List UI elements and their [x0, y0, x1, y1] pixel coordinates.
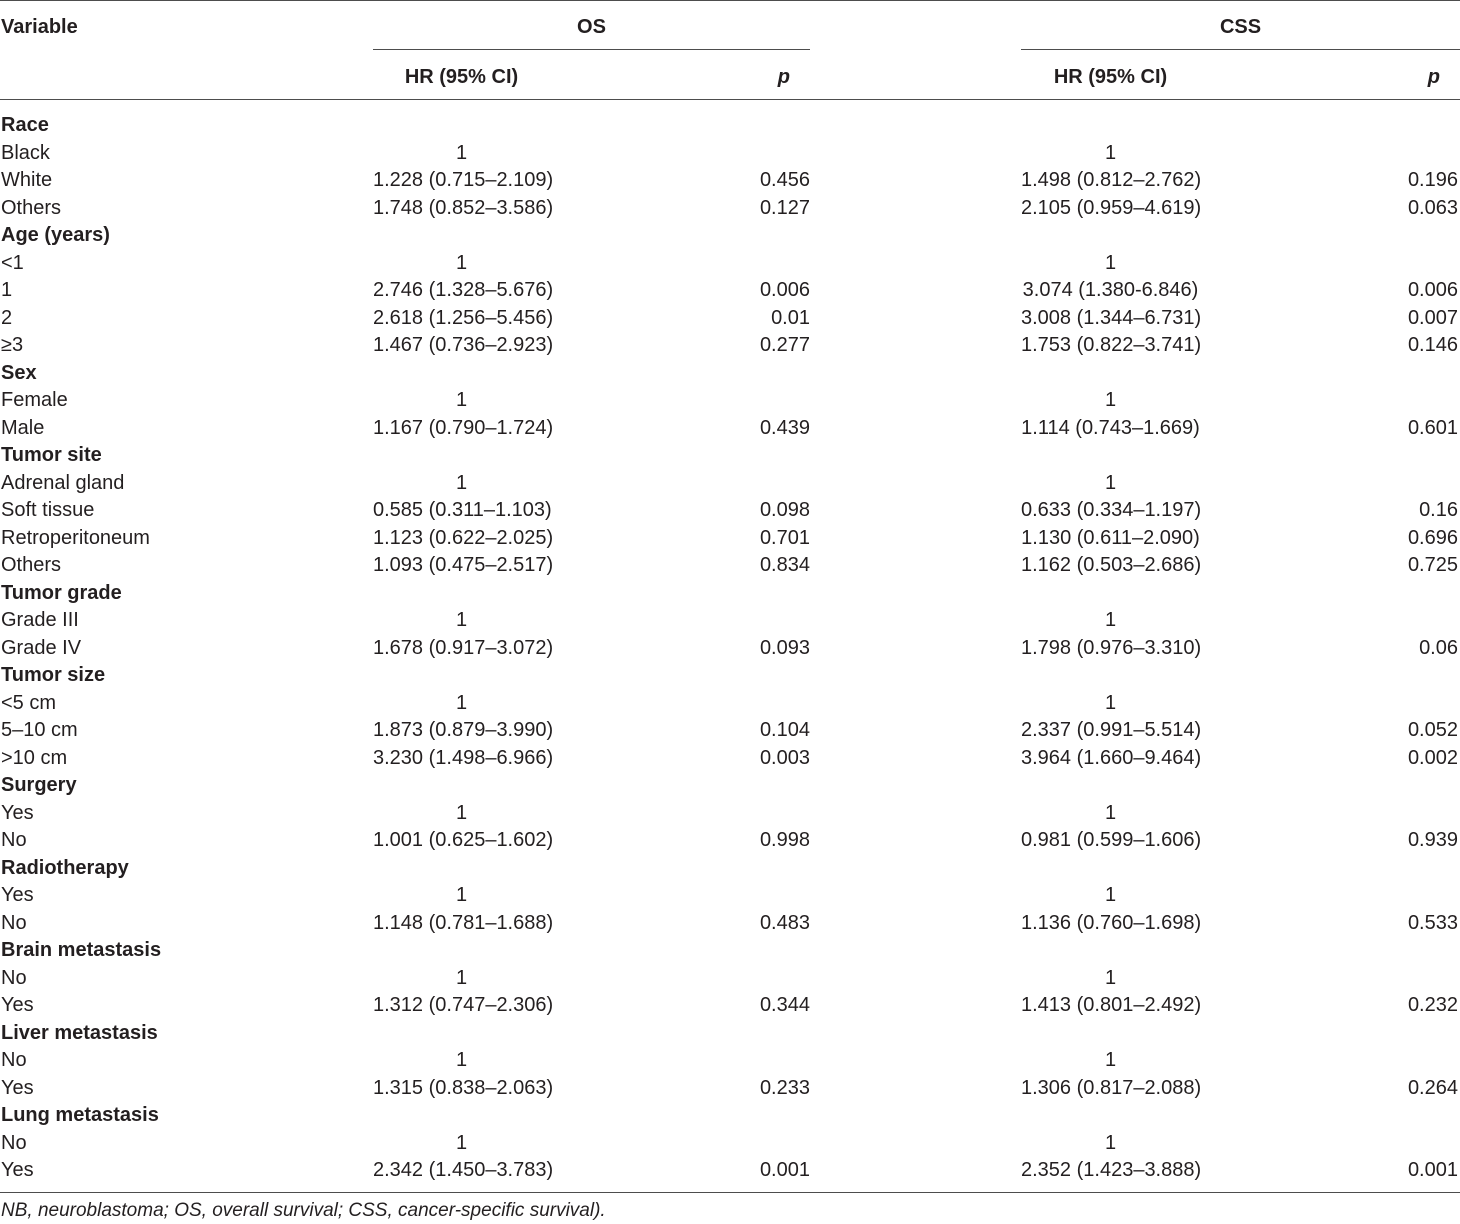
css-hr-cell: 1.162 (0.503–2.686): [1021, 554, 1202, 576]
css-hr-cell: 3.964 (1.660–9.464): [1021, 746, 1202, 769]
css-hr-cell: 1: [1104, 389, 1117, 411]
variable-cell: >10 cm: [1, 746, 68, 769]
table-row: [0, 1157, 1460, 1185]
css-hr-cell: 1: [1104, 691, 1117, 714]
os-p-cell: 0.006: [759, 279, 810, 301]
variable-cell: Female: [1, 389, 68, 411]
os-hr-cell: 1.312 (0.747–2.306): [373, 994, 554, 1016]
variable-cell: Race: [1, 114, 49, 136]
os-p-cell: 0.439: [759, 416, 810, 439]
variable-cell: Retroperitoneum: [1, 526, 150, 549]
header-css-p: p: [1427, 66, 1440, 88]
variable-cell: White: [1, 169, 53, 191]
section-header-row: [0, 855, 1460, 883]
css-header-rule: [1021, 49, 1460, 50]
variable-cell: Sex: [1, 361, 37, 384]
os-hr-cell: 1.123 (0.622–2.025): [373, 526, 554, 549]
variable-cell: Others: [1, 554, 62, 576]
variable-cell: Soft tissue: [1, 499, 95, 521]
os-hr-cell: 1: [455, 471, 468, 494]
css-p-cell: 0.052: [1407, 719, 1458, 741]
table-row: [0, 882, 1460, 910]
os-p-cell: 0.277: [759, 334, 810, 356]
os-hr-cell: 3.230 (1.498–6.966): [373, 746, 554, 769]
table-row: [0, 1075, 1460, 1103]
variable-cell: Adrenal gland: [1, 471, 125, 494]
table-row: [0, 992, 1460, 1020]
header-css-hr: HR (95% CI): [1053, 66, 1168, 88]
table-top-rule: [0, 0, 1460, 1]
css-p-cell: 0.696: [1407, 526, 1458, 549]
variable-cell: Age (years): [1, 224, 110, 246]
os-p-cell: 0.701: [759, 526, 810, 549]
variable-cell: 5–10 cm: [1, 719, 78, 741]
css-hr-cell: 1.413 (0.801–2.492): [1021, 994, 1202, 1016]
variable-cell: No: [1, 1049, 27, 1071]
os-hr-cell: 1: [455, 1131, 468, 1154]
css-hr-cell: 1.753 (0.822–3.741): [1021, 334, 1202, 356]
table-row: [0, 305, 1460, 333]
css-hr-cell: 1: [1104, 966, 1117, 989]
os-hr-cell: 1: [455, 801, 468, 824]
css-hr-cell: 1.498 (0.812–2.762): [1021, 169, 1202, 191]
variable-cell: 1: [1, 279, 13, 301]
variable-cell: ≥3: [1, 334, 24, 356]
os-hr-cell: 1.148 (0.781–1.688): [373, 911, 554, 934]
table-row: [0, 497, 1460, 525]
os-hr-cell: 1: [455, 141, 468, 164]
table-row: [0, 140, 1460, 168]
os-hr-cell: 1: [455, 609, 468, 631]
variable-cell: 2: [1, 306, 13, 329]
os-hr-cell: 1: [455, 251, 468, 274]
section-header-row: [0, 662, 1460, 690]
variable-cell: Brain metastasis: [1, 939, 162, 961]
header-variable: Variable: [1, 16, 78, 38]
os-hr-cell: 1: [455, 691, 468, 714]
css-hr-cell: 2.352 (1.423–3.888): [1021, 1159, 1202, 1181]
os-p-cell: 0.01: [771, 306, 810, 329]
os-p-cell: 0.104: [759, 719, 810, 741]
css-hr-cell: 1: [1104, 251, 1117, 274]
os-hr-cell: 1.001 (0.625–1.602): [373, 829, 554, 851]
css-p-cell: 0.007: [1407, 306, 1458, 329]
css-p-cell: 0.146: [1407, 334, 1458, 356]
os-hr-cell: 1.093 (0.475–2.517): [373, 554, 554, 576]
table-row: [0, 470, 1460, 498]
table-row: [0, 1047, 1460, 1075]
section-header-row: [0, 360, 1460, 388]
header-css: CSS: [1219, 16, 1262, 38]
os-hr-cell: 1.678 (0.917–3.072): [373, 636, 554, 659]
css-hr-cell: 3.074 (1.380-6.846): [1022, 279, 1199, 301]
variable-cell: Others: [1, 196, 62, 219]
table-row: [0, 690, 1460, 718]
os-hr-cell: 1: [455, 1049, 468, 1071]
table-row: [0, 635, 1460, 663]
variable-cell: Yes: [1, 801, 34, 824]
variable-cell: <5 cm: [1, 691, 57, 714]
section-header-row: [0, 222, 1460, 250]
section-header-row: [0, 112, 1460, 140]
variable-cell: Yes: [1, 1159, 34, 1181]
css-hr-cell: 2.337 (0.991–5.514): [1021, 719, 1202, 741]
variable-cell: Grade IV: [1, 636, 82, 659]
variable-cell: Grade III: [1, 609, 79, 631]
css-p-cell: 0.939: [1407, 829, 1458, 851]
os-hr-cell: 1.228 (0.715–2.109): [373, 169, 554, 191]
os-hr-cell: 1.873 (0.879–3.990): [373, 719, 554, 741]
os-p-cell: 0.093: [759, 636, 810, 659]
css-p-cell: 0.006: [1407, 279, 1458, 301]
css-hr-cell: 1: [1104, 801, 1117, 824]
css-p-cell: 0.232: [1407, 994, 1458, 1016]
variable-cell: Lung metastasis: [1, 1104, 159, 1126]
css-p-cell: 0.196: [1407, 169, 1458, 191]
css-p-cell: 0.063: [1407, 196, 1458, 219]
css-p-cell: 0.16: [1419, 499, 1458, 521]
header-os: OS: [577, 16, 606, 38]
css-p-cell: 0.601: [1407, 416, 1458, 439]
os-p-cell: 0.483: [759, 911, 810, 934]
variable-cell: No: [1, 1131, 27, 1154]
css-p-cell: 0.001: [1407, 1159, 1458, 1181]
variable-cell: Tumor site: [1, 444, 102, 466]
variable-cell: Surgery: [1, 774, 77, 796]
css-hr-cell: 1.306 (0.817–2.088): [1021, 1076, 1202, 1099]
os-p-cell: 0.344: [759, 994, 810, 1016]
css-hr-cell: 1: [1104, 471, 1117, 494]
os-p-cell: 0.098: [759, 499, 810, 521]
table-footnote: NB, neuroblastoma; OS, overall survival; CSS, cancer-specific survival).: [1, 1200, 606, 1221]
table-bottom-rule: [0, 1192, 1460, 1193]
os-header-rule: [373, 49, 810, 50]
header-bottom-rule: [0, 99, 1460, 100]
os-hr-cell: 2.618 (1.256–5.456): [373, 306, 554, 329]
section-header-row: [0, 442, 1460, 470]
table-row: [0, 277, 1460, 305]
os-p-cell: 0.001: [759, 1159, 810, 1181]
css-p-cell: 0.06: [1419, 636, 1458, 659]
table-row: [0, 910, 1460, 938]
os-p-cell: 0.127: [759, 196, 810, 219]
css-hr-cell: 0.981 (0.599–1.606): [1021, 829, 1202, 851]
variable-cell: No: [1, 829, 27, 851]
table-row: [0, 167, 1460, 195]
table-body: [0, 112, 1460, 1185]
header-os-p: p: [777, 66, 790, 88]
css-hr-cell: 1: [1104, 884, 1117, 906]
variable-cell: Radiotherapy: [1, 856, 129, 879]
variable-cell: Yes: [1, 994, 34, 1016]
os-p-cell: 0.003: [759, 746, 810, 769]
variable-cell: <1: [1, 251, 24, 274]
css-hr-cell: 0.633 (0.334–1.197): [1021, 499, 1202, 521]
table-row: [0, 525, 1460, 553]
os-hr-cell: 1.167 (0.790–1.724): [373, 416, 554, 439]
os-hr-cell: 2.342 (1.450–3.783): [373, 1159, 554, 1181]
os-hr-cell: 0.585 (0.311–1.103): [373, 499, 552, 521]
variable-cell: Male: [1, 416, 45, 439]
os-hr-cell: 1: [455, 884, 468, 906]
css-hr-cell: 1.130 (0.611–2.090): [1021, 526, 1200, 549]
table-row: [0, 387, 1460, 415]
os-hr-cell: 1.748 (0.852–3.586): [373, 196, 554, 219]
variable-cell: Black: [1, 141, 50, 164]
css-hr-cell: 1.136 (0.760–1.698): [1021, 911, 1202, 934]
table-row: [0, 415, 1460, 443]
os-p-cell: 0.456: [759, 169, 810, 191]
css-hr-cell: 1: [1104, 141, 1117, 164]
os-p-cell: 0.998: [759, 829, 810, 851]
os-hr-cell: 2.746 (1.328–5.676): [373, 279, 554, 301]
table-row: [0, 717, 1460, 745]
css-hr-cell: 1: [1104, 1131, 1117, 1154]
css-hr-cell: 3.008 (1.344–6.731): [1021, 306, 1202, 329]
css-hr-cell: 2.105 (0.959–4.619): [1021, 196, 1202, 219]
table-row: [0, 800, 1460, 828]
variable-cell: Tumor size: [1, 664, 106, 686]
section-header-row: [0, 580, 1460, 608]
os-p-cell: 0.233: [759, 1076, 810, 1099]
css-hr-cell: 1.114 (0.743–1.669): [1021, 416, 1200, 439]
css-p-cell: 0.002: [1407, 746, 1458, 769]
header-os-hr: HR (95% CI): [404, 66, 519, 88]
variable-cell: Liver metastasis: [1, 1021, 158, 1044]
table-row: [0, 250, 1460, 278]
css-p-cell: 0.264: [1407, 1076, 1458, 1099]
variable-cell: No: [1, 911, 27, 934]
css-hr-cell: 1.798 (0.976–3.310): [1021, 636, 1202, 659]
css-p-cell: 0.725: [1407, 554, 1458, 576]
os-p-cell: 0.834: [759, 554, 810, 576]
section-header-row: [0, 1102, 1460, 1130]
css-p-cell: 0.533: [1407, 911, 1458, 934]
os-hr-cell: 1: [455, 389, 468, 411]
table-row: [0, 1130, 1460, 1158]
variable-cell: Tumor grade: [1, 581, 122, 604]
css-hr-cell: 1: [1104, 1049, 1117, 1071]
table-row: [0, 745, 1460, 773]
section-header-row: [0, 937, 1460, 965]
table-row: [0, 195, 1460, 223]
os-hr-cell: 1.467 (0.736–2.923): [373, 334, 554, 356]
os-hr-cell: 1: [455, 966, 468, 989]
section-header-row: [0, 772, 1460, 800]
table-row: [0, 552, 1460, 580]
os-hr-cell: 1.315 (0.838–2.063): [373, 1076, 554, 1099]
variable-cell: No: [1, 966, 27, 989]
table-row: [0, 827, 1460, 855]
table-row: [0, 965, 1460, 993]
table-row: [0, 332, 1460, 360]
table-row: [0, 607, 1460, 635]
variable-cell: Yes: [1, 1076, 34, 1099]
variable-cell: Yes: [1, 884, 34, 906]
section-header-row: [0, 1020, 1460, 1048]
css-hr-cell: 1: [1104, 609, 1117, 631]
